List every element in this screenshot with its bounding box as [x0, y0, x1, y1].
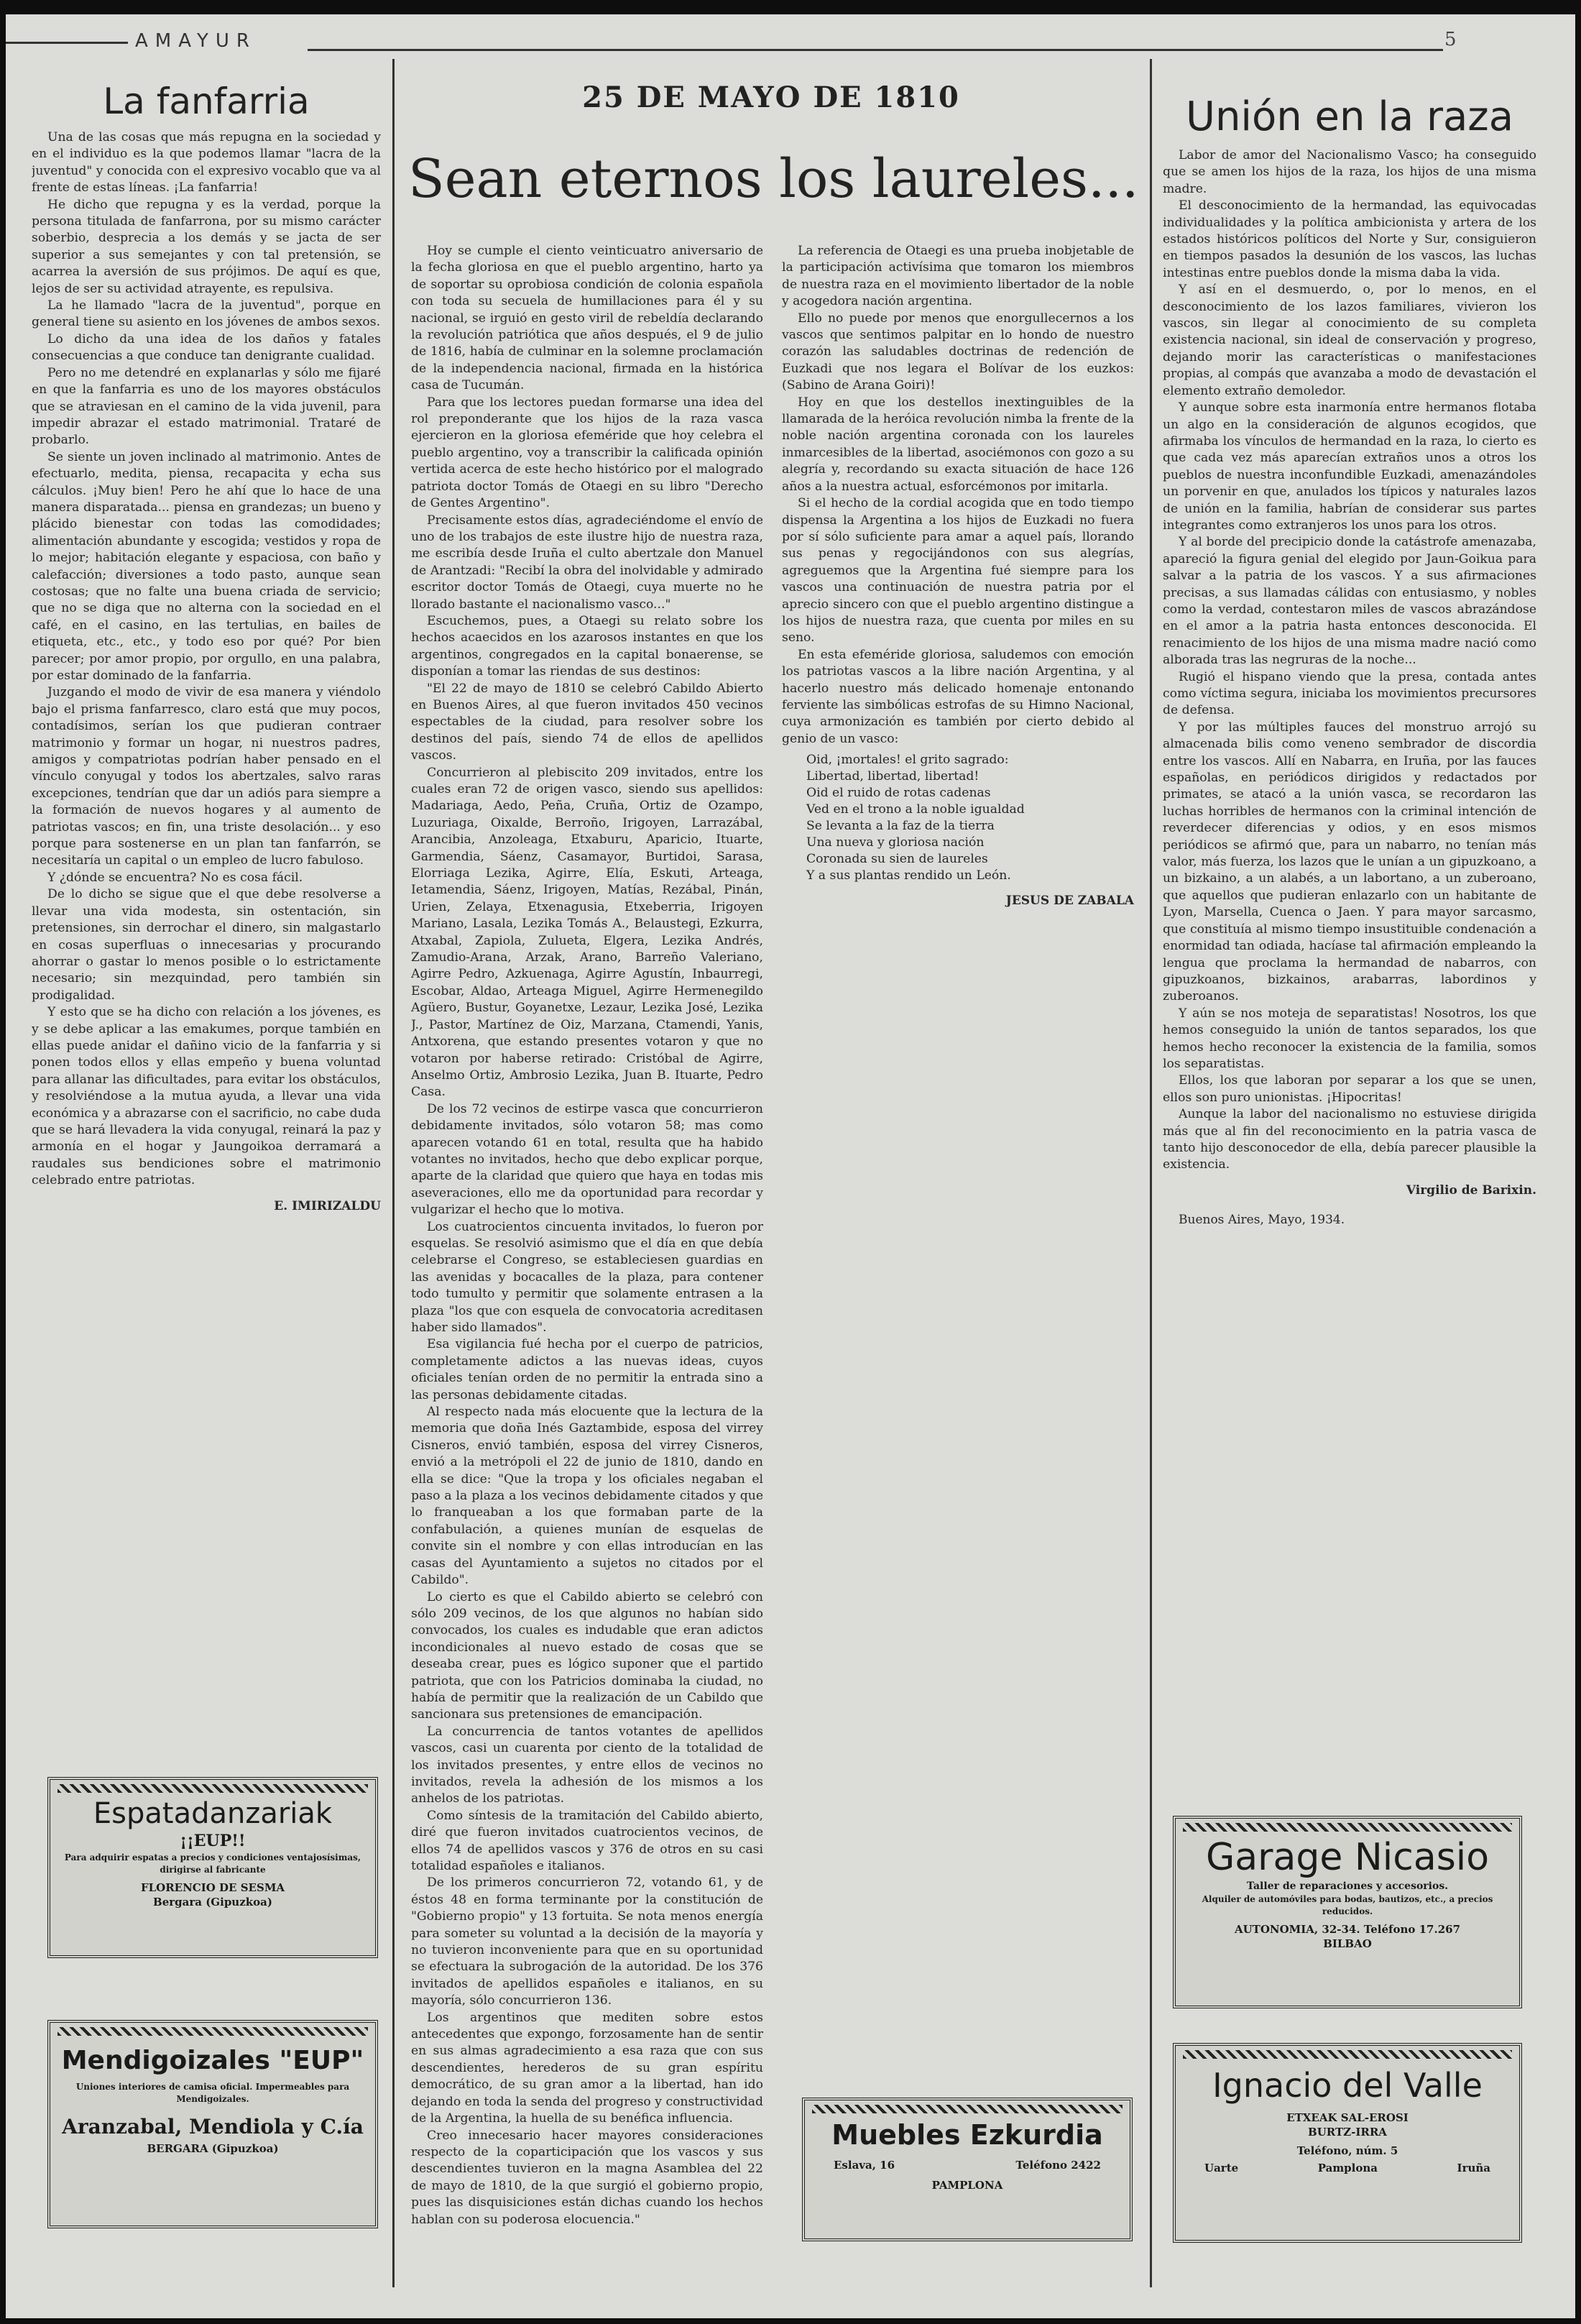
verse-line: Una nueva y gloriosa nación [806, 835, 985, 850]
ad-name: Espatadanzariak [93, 1797, 333, 1830]
anthem-verse [782, 752, 1134, 884]
paragraph: "El 22 de mayo de 1810 se celebró Cabildo Abierto en Buenos Aires, al que fueron invitados 450 vecinos espectables de la ciudad, para resolver sobre los destinos del país, siendo 74 de ellos de apellidos vascos. [411, 681, 763, 763]
ad-phone: Teléfono, núm. 5 [1296, 2144, 1398, 2157]
paragraph: Una de las cosas que más repugna en la sociedad y en el individuo es la que podemos llamar "lacra de la juventud" y conocida con el expresivo vocablo que va al frente de estas líneas. ¡La fanfarria! [32, 130, 381, 196]
paragraph: Labor de amor del Nacionalismo Vasco; ha conseguido que se amen los hijos de la raza, los hijos de una misma madre. [1163, 148, 1536, 196]
paragraph: Aunque la labor del nacionalismo no estuviese dirigida más que al fin del reconocimiento en la patria vasca de tanto hijo desconocedor de ella, debía parecer plausible la existencia. [1163, 1107, 1536, 1172]
ad-line: Para adquirir espatas a precios y condiciones ventajosísimas, dirigirse al fabricante [64, 1852, 361, 1875]
ad-city: PAMPLONA [931, 2179, 1003, 2192]
ad-muebles-ezkurdia [802, 2098, 1133, 2241]
article-body [32, 129, 381, 1215]
ad-garage-nicasio [1173, 1816, 1522, 2008]
ad-line: Alquiler de automóviles para bodas, bautizos, etc., a precios reducidos. [1202, 1894, 1493, 1916]
paragraph: Hoy se cumple el ciento veinticuatro aniversario de la fecha gloriosa en que el pueblo argentino, harto ya de soportar su oprobiosa condición de colonia española con toda su secuela de humillaciones para él y su nacional, se irguió en gesto viril de rebeldía declarando la revolución patriótica que años después, el 9 de julio de 1816, había de culminar en la solemne proclamación de la independencia nacional, firmada en la histórica casa de Tucumán. [411, 244, 763, 393]
author-signature: JESUS DE ZABALA [1005, 894, 1134, 909]
paragraph: Concurrieron al plebiscito 209 invitados, entre los cuales eran 72 de origen vasco, siendo sus apellidos: Madariaga, Aedo, Peña, Cruña, Ortiz de Ozampo, Luzuriaga, Oixalde, Berroño, Irigoyen, Larrazábal, Arancibia, Anzoleaga, Etxaburu, Aparicio, Ituarte, Garmendia, Sáenz, Casamayor, Burtidoi, Sarasa, Elorriaga Lezika, Agirre, Elía, Eskuti, Arteaga, Ietamendia, Sáenz, Irigoyen, Matías, Rezábal, Pinán, Urien, Zelaya, Etxenagusia, Etxeberria, Irigoyen Mariano, Lasala, Lezika Tomás A., Belaustegi, Ezkurra, Atxabal, Zapiola, Zulueta, Elgera, Lezika Andrés, Zamudio-Arana, Arzak, Arano, Barreño Valeriano, Agirre Pedro, Azkuenaga, Agirre Agustín, Inbaurregi, Escobar, Aldao, Arteaga Miguel, Agirre Hermenegildo Agüero, Bustur, Goyanetxe, Lezaur, Lezika José, Lezika J., Pastor, Martínez de Oiz, Marzana, Ctamendi, Yanis, Antxorena, que estando presentes votaron y que no votaron por haberse retirado: Cristóbal de Agirre, Anselmo Ortiz, Ambrosio Lezika, Juan B. Ituarte, Pedro Casa. [411, 765, 763, 1100]
paragraph: Al respecto nada más elocuente que la lectura de la memoria que doña Inés Gaztambide, esposa del virrey Cisneros, envió también, esposa del virrey Cisneros, envió a la metrópoli el 22 de junio de 1810, dando en ella se dice: "Que la tropa y los oficiales negaban el paso a la plaza a los vecinos debidamente citados y que lo franqueaban a los que formaban parte de la confabulación, a quienes munían de esquelas de convite sin el nombre y con ellas introducían en las casas del Ayuntamiento a sujetos no citados por el Cabildo". [411, 1405, 763, 1588]
paragraph: Y ¿dónde se encuentra? No es cosa fácil. [47, 870, 303, 885]
ad-name: Muebles Ezkurdia [831, 2119, 1103, 2151]
paragraph: Los argentinos que mediten sobre estos antecedentes que expongo, forzosamente han de sentir en sus almas agradecimiento a esa raza que con sus descendientes, herederos de su gran espíritu democrático, de su gran amor a la libertad, han ido dejando en toda la senda del progreso y constructividad de la Argentina, la huella de su benéfica influencia. [411, 2010, 763, 2126]
verse-line: Ved en el trono a la noble igualdad [806, 802, 1025, 817]
paragraph: La referencia de Otaegi es una prueba inobjetable de la participación activísima que tomaron los miembros de nuestra raza en el movimiento libertador de la noble y acogedora nación argentina. [782, 244, 1134, 309]
ad-espatadanzariak [47, 1777, 378, 1958]
paragraph: Pero no me detendré en explanarlas y sólo me fijaré en que la fanfarria es uno de los mayores obstáculos que se atraviesan en el camino de la vida juvenil, para impedir abrazar el estado matrimonial. Trataré de probarlo. [32, 365, 381, 448]
article-sean-eternos [411, 243, 1134, 2249]
ad-line: FLORENCIO DE SESMA [140, 1881, 285, 1894]
ad-line: BERGARA (Gipuzkoa) [147, 2142, 279, 2155]
verse-line: Se levanta a la faz de la tierra [806, 819, 995, 834]
ad-places-row [1176, 2158, 1519, 2175]
dateline: Buenos Aires, Mayo, 1934. [1179, 1213, 1345, 1228]
paragraph: El desconocimiento de la hermandad, las equivocadas individualidades y la política ambicionista y artera de los estados históricos políticos del Norte y Sur, consiguieron en tiempos pasados la desunión de los vascos, las luchas intestinas entre pueblos donde la misma daba la vida. [1163, 198, 1536, 280]
header-rule-right [308, 49, 1443, 51]
column-divider-left [392, 59, 395, 2287]
paragraph: Lo cierto es que el Cabildo abierto se celebró con sólo 209 vecinos, de los que algunos no habían sido convocados, los cuales es indudable que eran adictos incondicionales al nuevo estado de cosas que se deseaba crear, pues es lógico suponer que el partido patriota, que con los Patricios dominaba la ciudad, no había de permitir que la realización de un Cabildo que sancionara sus pretensiones de emancipación. [411, 1589, 763, 1722]
ad-line: Bergara (Gipuzkoa) [153, 1896, 272, 1909]
paragraph: De los primeros concurrieron 72, votando 61, y de éstos 48 en forma terminante por la constitución de "Gobierno propio" y 13 fortuita. Se nota menos energía para someter su voluntad a la decisión de la mayoría y no tuvieron inconveniente para que en su oportunidad se efectuara la subrogación de la autoridad. De los 376 invitados de apellidos españoles e italianos, en su mayoría, sólo concurrieron 136. [411, 1875, 763, 2008]
paragraph: Para que los lectores puedan formarse una idea del rol preponderante que los hijos de la raza vasca ejercieron en la gloriosa efeméride que hoy celebra el pueblo argentino, voy a transcribir la calificada opinión vertida acerca de este hecho histórico por el malogrado patriota doctor Tomás de Otaegi en su libro "Derecho de Gentes Argentino". [411, 395, 763, 511]
paragraph: Ello no puede por menos que enorgullecernos a los vascos que sentimos palpitar en lo hondo de nuestro corazón las saludables doctrinas de redención de Euzkadi que nos legara el Bolívar de los euzkos: (Sabino de Arana Goiri)! [782, 311, 1134, 393]
article-title: La fanfarria [103, 81, 310, 122]
ad-address: Eslava, 16 [834, 2159, 895, 2172]
ad-name: Mendigoizales "EUP" [61, 2046, 364, 2075]
paragraph: Como síntesis de la tramitación del Cabildo abierto, diré que fueron invitados cuatrocientos vecinos, de ellos 74 de apellidos vascos y 376 de otros en su casi totalidad españoles e italianos. [411, 1808, 763, 1873]
header-rule-left [6, 42, 128, 44]
column-divider-right [1150, 59, 1152, 2287]
ad-line: Uniones interiores de camisa oficial. Impermeables para Mendigoizales. [75, 2082, 350, 2104]
verse-line: Oid el ruido de rotas cadenas [806, 786, 991, 801]
paragraph: La concurrencia de tantos votantes de apellidos vascos, casi un cuarenta por ciento de la totalidad de los invitados presentes, y entre ellos de vecinos no invitados, revela la adhesión de los mismos a los anhelos de los patriotas. [411, 1724, 763, 1806]
paragraph: Los cuatrocientos cincuenta invitados, lo fueron por esquelas. Se resolvió asimismo que el día en que debía celebrarse el Congreso, se estableciesen guardias en las avenidas y bocacalles de la plaza, para contener todo tumulto y permitir que solamente entrasen a la plaza "los que con esquela de convocatoria acreditasen haber sido llamados". [411, 1219, 763, 1335]
paragraph: Juzgando el modo de vivir de esa manera y viéndolo bajo el prisma fanfarresco, claro está que muy pocos, contadísimos, serían los que pudieran contraer matrimonio y formar un hogar, ni nuestros padres, amigos y compatriotas podrían haber pensado en el vínculo conyugal y todos los abertzales, salvo raras excepciones, tendrían que dar un adiós para siempre a la formación de nuevos hogares y al aumento de patriotas vascos; en fin, una triste desolación... y eso porque para sostenerse en un plan tan fanfarrón, se necesitaría un capital o un empleo de lucro fabuloso. [32, 685, 381, 868]
ad-line: Aranzabal, Mendiola y C.ía [62, 2115, 364, 2139]
article-union-en-la-raza [1163, 93, 1536, 1804]
ad-line: BURTZ-IRRA [1308, 2126, 1387, 2139]
paragraph: Y esto que se ha dicho con relación a los jóvenes, es y se debe aplicar a las emakumes, porque también en ellas puede anidar el dañino vicio de la fanfarria y si ponen todos ellos y ellas empeño y buena voluntad para allanar las dificultades, para evitar los obstáculos, y resolviéndose a la mutua ayuda, a llevar una vida económica y a abrazarse con el sacrificio, no cabe duda que se hará llevadera la vida conyugal, reinará la paz y armonía en el hogar y Jaungoikoa derramará a raudales sus bendiciones sobre el matrimonio celebrado entre patriotas. [32, 1005, 381, 1188]
ad-border-pattern [57, 2027, 368, 2036]
ad-address: AUTONOMIA, 32-34. Teléfono 17.267 [1234, 1923, 1461, 1936]
verse-line: Oid, ¡mortales! el grito sagrado: [806, 753, 1009, 768]
paragraph: Rugió el hispano viendo que la presa, contada antes como víctima segura, iniciaba los movimientos precursores de defensa. [1163, 669, 1536, 718]
ad-name: Garage Nicasio [1205, 1836, 1490, 1879]
ad-contact-row [805, 2151, 1130, 2172]
paragraph: De los 72 vecinos de estirpe vasca que concurrieron debidamente invitados, sólo votaron 58; mas como aparecen votando 61 en total, resulta que ha habido votantes no invitados, hecho que debo explicar porque, aparte de la claridad que quiero que haya en todas mis aseveraciones, ello me da oportunidad para recordar y vulgarizar el hecho que lo motiva. [411, 1101, 763, 1218]
page-number: 5 [1444, 29, 1457, 50]
author-signature: E. IMIRIZALDU [274, 1198, 381, 1213]
paragraph: En esta efeméride gloriosa, saludemos con emoción los patriotas vascos a la libre nación Argentina, y al hacerlo nuestro más delicado homenaje entonando ferviente las simbólicas estrofas de su Himno Nacional, cuya armonización es también por cierto debido al genio de un vasco: [782, 647, 1134, 746]
ad-line: ETXEAK SAL-EROSI [1286, 2111, 1409, 2124]
paragraph: He dicho que repugna y es la verdad, porque la persona titulada de fanfarrona, por su mismo carácter soberbio, desprecia a los demás y se jacta de ser superior a sus semejantes y con tal pretensión, se acarrea la aversión de sus prójimos. De aquí es que, lejos de ser su actividad atrayente, es repulsiva. [32, 197, 381, 296]
author-signature: Virgilio de Barixin. [1406, 1182, 1536, 1198]
paragraph: Precisamente estos días, agradeciéndome el envío de uno de los trabajos de este ilustre hijo de nuestra raza, me escribía desde Iruña el culto abertzale don Manuel de Arantzadi: "Recibí la obra del inolvidable y admirado escritor doctor Tomás de Otaegi, cuya muerte no he llorado bastante el nacionalismo vasco..." [411, 513, 763, 612]
paragraph: Lo dicho da una idea de los daños y fatales consecuencias a que conduce tan denigrante cualidad. [32, 331, 381, 364]
article-title: Unión en la raza [1185, 93, 1514, 140]
ad-place: Iruña [1457, 2162, 1490, 2174]
article-la-fanfarria [32, 81, 381, 1763]
verse-line: Coronada su sien de laureles [806, 852, 988, 867]
paragraph: Hoy en que los destellos inextinguibles de la llamarada de la heróica revolución nimba la frente de la noble nación argentina coronada con los laureles inmarcesibles de la libertad, asociémonos con gozo a su alegría y, recordando su exacta situación de hace 126 años a la nuestra actual, esforcémonos por imitarla. [782, 395, 1134, 494]
paragraph: Y aunque sobre esta inarmonía entre hermanos flotaba un algo en la consideración de algunos ecogidos, que afirmaba los vínculos de hermandad en la raza, lo cierto es que cada vez más aparecían extraños unos a otros los pueblos de nuestra inconfundible Euzkadi, amenazándoles un porvenir en que, anulados los típicos y naturales lazos de unión en la familia, habrían de considerar sus partes integrantes como extranjeros los unos para los otros. [1163, 400, 1536, 533]
ad-line: Taller de reparaciones y accesorios. [1246, 1880, 1449, 1892]
paragraph: La he llamado "lacra de la juventud", porque en general tiene su asiento en los jóvenes de ambos sexos. [32, 298, 381, 330]
paragraph: Escuchemos, pues, a Otaegi su relato sobre los hechos acaecidos en los azarosos instantes en que los argentinos, congregados en la capital bonaerense, se disponían a tomar las riendas de sus destinos: [411, 613, 763, 679]
paragraph: Si el hecho de la cordial acogida que en todo tiempo dispensa la Argentina a los hijos de Euzkadi no fuera por sí sólo suficiente para amar a aquel país, llorando sus penas y regocijándonos con sus alegrías, agreguemos que la Argentina fué siempre para los vascos una continuación de nuestra patria por el aprecio sincero con que el pueblo argentino distingue a los hijos de nuestra raza, que cuenta por miles en su seno. [782, 496, 1134, 646]
ad-place: Uarte [1204, 2162, 1239, 2174]
ad-city: BILBAO [1323, 1937, 1372, 1950]
ad-mendigoizales [47, 2020, 378, 2228]
article-body [1163, 147, 1536, 1229]
ad-border-pattern [1183, 1823, 1512, 1832]
ad-border-pattern [812, 2105, 1123, 2113]
verse-line: Y a sus plantas rendido un León. [806, 868, 1011, 883]
paragraph: Y al borde del precipicio donde la catástrofe amenazaba, apareció la figura genial del elegido por Jaun-Goikua para salvar a la patria de los vascos. Y a sus afirmaciones precisas, a sus llamadas cálidas con entusiasmo, y nobles como la verdad, contestaron miles de vascos abrazándose en el amor a la patria hasta entonces desconocida. El renacimiento de los hijos de una misma madre nació como alborada tras las negruras de la noche... [1163, 535, 1536, 668]
paragraph: Esa vigilancia fué hecha por el cuerpo de patricios, completamente adictos a las nuevas ideas, cuyos oficiales tenían orden de no permitir la entrada sino a las personas debidamente citadas. [411, 1337, 763, 1402]
paragraph: Ellos, los que laboran por separar a los que se unen, ellos son puro unionistas. ¡Hipocritas! [1163, 1073, 1536, 1105]
ad-slogan: ¡¡EUP!! [180, 1832, 246, 1850]
newspaper-page [6, 14, 1575, 2318]
paragraph: De lo dicho se sigue que el que debe resolverse a llevar una vida modesta, sin ostentación, sin pretensiones, sin derrochar el dinero, sin malgastarlo en cosas superfluas o innecesarias y procurando ahorrar o gastar lo menos posible o lo estrictamente necesario; sin mezquindad, pero también sin prodigalidad. [32, 887, 381, 1003]
verse-line: Libertad, libertad, libertad! [806, 769, 980, 784]
ad-border-pattern [57, 1784, 368, 1793]
paragraph: Creo innecesario hacer mayores consideraciones respecto de la coparticipación que los vascos y sus descendientes tuvieron en la magna Asamblea del 22 de mayo de 1810, de la que surgió el gobierno propio, pues las disquisiciones están dichas cuando los hechos hablan con su poderosa elocuencia." [411, 2128, 763, 2227]
masthead: AMAYUR [135, 30, 257, 52]
ad-name: Ignacio del Valle [1212, 2066, 1483, 2105]
paragraph: Y así en el desmuerdo, o, por lo menos, en el desconocimiento de los lazos familiares, vivieron los vascos, sin llegar al conocimiento de su completa existencia nacional, sin ideal de conservación y progreso, dejando morir las características o manifestaciones propias, al compás que avanzaba a modo de devastación el elemento extraño demoledor. [1163, 283, 1536, 398]
article-title: Sean eternos los laureles... [408, 148, 1139, 210]
ad-border-pattern [1183, 2050, 1512, 2059]
ad-place: Pamplona [1317, 2162, 1378, 2174]
ad-ignacio-del-valle [1173, 2043, 1522, 2243]
paragraph: Y aún se nos moteja de separatistas! Nosotros, los que hemos conseguido la unión de tantos separados, los que hemos hecho reconocer la existencia de la familia, somos los separatistas. [1163, 1006, 1536, 1071]
date-heading: 25 DE MAYO DE 1810 [582, 81, 960, 114]
paragraph: Y por las múltiples fauces del monstruo arrojó su almacenada bilis como veneno sembrador de discordia entre los vascos. Allí en Nabarra, en Iruña, por las fauces españolas, en periódicos dirigidos y redactados por primates, se atacó a la unión vasca, se recordaron las luchas horribles de hermanos con la criminal intención de reverdecer diferencias y odios, y en esos mismos periódicos se afirmó que, para un nabarro, no tenían más valor, más fuerza, los lazos que le unían a un gipuzkoano, a un bizkaino, a un alabés, a un labortano, a un zuberoano, que aquellos que pudieran enlazarlo con un habitante de Lyon, Marsella, Cuenca o Jaen. Y para mayor sarcasmo, que constituía al mismo tiempo insustituible condenación a enormidad tan odiada, hacíase tal afirmación empleando la lengua que proclama la hermandad de nabarros, con gipuzkoanos, bizkainos, arabarras, labordinos y zuberoanos. [1163, 720, 1536, 1004]
ad-phone: Teléfono 2422 [1015, 2159, 1101, 2172]
paragraph: Se siente un joven inclinado al matrimonio. Antes de efectuarlo, medita, piensa, recapacita y echa sus cálculos. ¡Muy bien! Pero he ahí que lo hace de una manera disparatada... piensa en grandezas; un bueno y plácido bienestar con todas las comodidades; alimentación abundante y escogida; vestidos y ropa de lo mejor; habitación elegante y espaciosa, con baño y calefacción; diversiones a todo pasto, aunque sean costosas; que no falte una buena criada de servicio; que no se diga que no alterna con la sociedad en el café, en el casino, en las tertulias, en bailes de etiqueta, etc., etc., y todo eso por qué? Por bien parecer; por amor propio, por orgullo, en una palabra, por estar dominado de la fanfarria. [32, 449, 381, 683]
